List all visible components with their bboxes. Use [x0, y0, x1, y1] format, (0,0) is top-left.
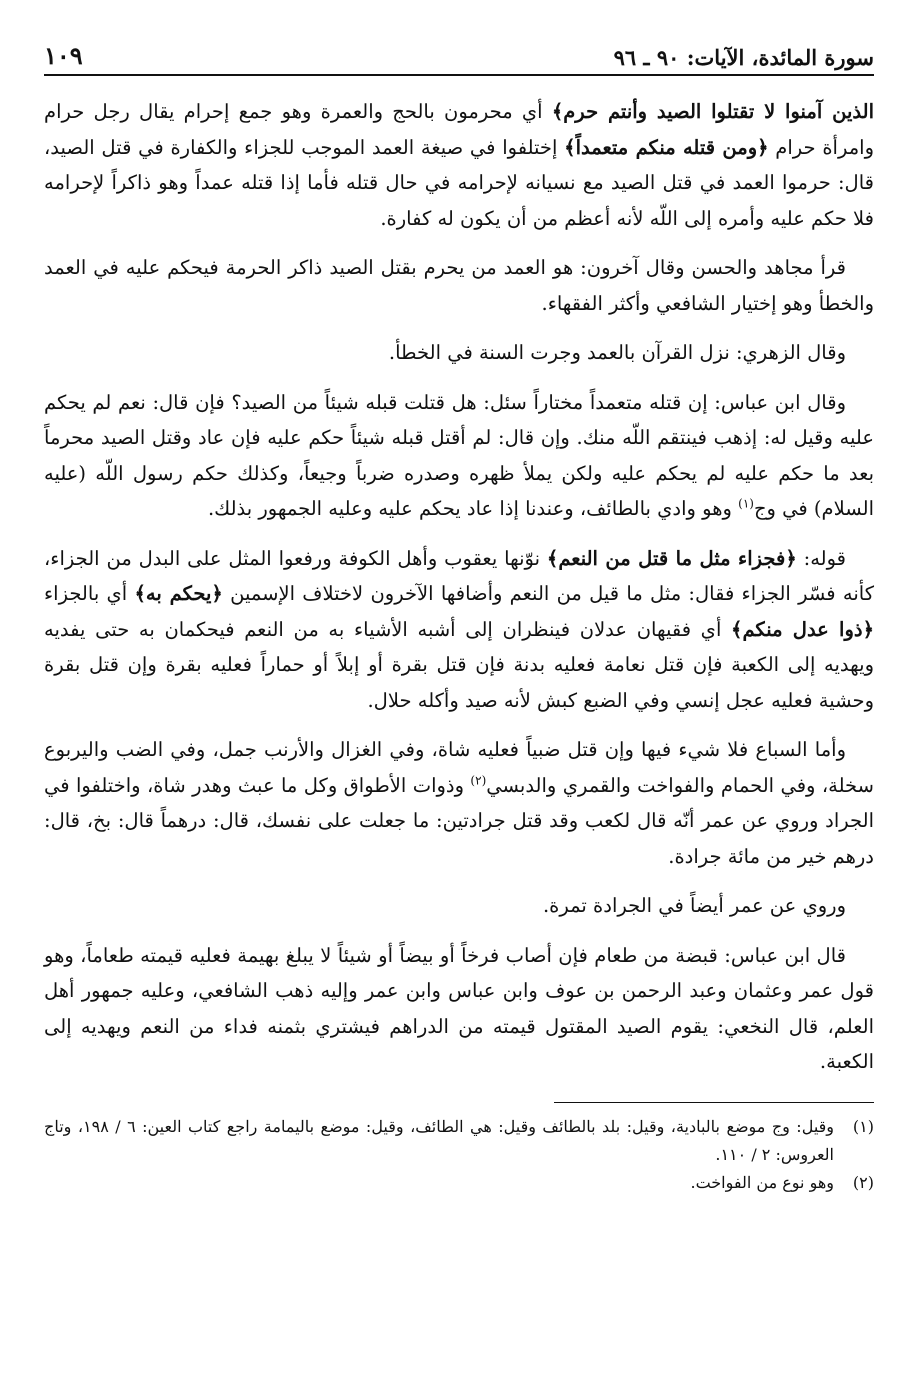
paragraph-text: أي محرمون بالحج والعمرة وهو جمع إحرام يقال رجل حرام وامرأة حرام: [44, 100, 875, 159]
paragraph-text: وهو وادي بالطائف، وعندنا إذا عاد يحكم عليه وعليه الجمهور بذلك.: [207, 497, 739, 520]
paragraph-6: [44, 732, 874, 874]
paragraph-1: [44, 94, 874, 236]
paragraph-text: نوّنها يعقوب وأهل الكوفة ورفعوا المثل على البدل من الجزاء، كأنه فسّر الجزاء فقال: مثل ما قيل من النعم وأضافها الآخرون لاختلاف الإسمين: [44, 546, 874, 605]
paragraph-text: أي فقيهان عدلان فينظران إلى أشبه الأشياء به من النعم فيحكمان به حتى يفديه ويهديه إلى الكعبة فإن قتل نعامة فعليه بدنة فإن قتل بقرة أو إبلاً أو حماراً فعليه بقرة وإن قتل بقرة وحشية فعليه عجل إنسي وفي الضبع كبش لأنه صيد وأكله حلال.: [44, 617, 874, 712]
page-header: [44, 30, 874, 76]
paragraph-text: إختلفوا في صيغة العمد الموجب للجزاء والكفارة في قتل الصيد، قال: حرموا العمد في قتل الصيد مع نسيانه لإحرامه في حال قتله فأما إذا قتله عمداً وهو ذاكراً لإحرامه فلا حكم عليه وأمره إلى اللّه لأنه أعظم من أن يكون له كفارة.: [44, 135, 874, 230]
quran-quote: ﴿يحكم به﴾: [134, 582, 223, 605]
footnote-divider: [554, 1102, 874, 1103]
main-text: [44, 94, 874, 1080]
paragraph-4: [44, 385, 874, 527]
quran-quote: ﴿ومن قتله منكم متعمداً﴾: [564, 135, 769, 159]
footnote-marker: (٢): [470, 773, 487, 787]
book-page: [44, 30, 874, 1197]
footnote-text: وهو نوع من الفواخت.: [690, 1172, 834, 1192]
paragraph-3: وقال الزهري: نزل القرآن بالعمد وجرت السنة في الخطأ.: [388, 341, 846, 364]
paragraph-text: قوله:: [796, 546, 846, 570]
quran-quote: الذين آمنوا لا تقتلوا الصيد وأنتم حرم﴾: [551, 100, 874, 123]
footnote-number: (٢): [852, 1172, 874, 1192]
paragraph-text: وأما السباع فلا شيء فيها وإن قتل ضبياً فعليه شاة، وفي الغزال والأرنب جمل، وفي الضب واليربوع سخلة، وفي الحمام والفواخت والقمري والدبسي: [44, 738, 874, 797]
paragraph-7: وروي عن عمر أيضاً في الجرادة تمرة.: [542, 894, 846, 917]
page-number: ١٠٩: [44, 41, 83, 70]
running-title: سورة المائدة، الآيات: ٩٠ ـ ٩٦: [613, 45, 874, 70]
footnotes: [44, 1113, 874, 1197]
quran-quote: ﴿فجزاء مثل ما قتل من النعم﴾: [546, 546, 797, 570]
footnote-text: وقيل: وج موضع بالبادية، وقيل: بلد بالطائف وقيل: هي الطائف، وقيل: موضع باليمامة راجع كتاب العين: ٦ / ١٩٨، وتاج العروس: ٢ / ١١٠.: [44, 1116, 835, 1164]
paragraph-2: قرأ مجاهد والحسن وقال آخرون: هو العمد من يحرم بقتل الصيد ذاكر الحرمة فيحكم عليه في العمد والخطأ وهو إختيار الشافعي وأكثر الفقهاء.: [44, 256, 874, 315]
paragraph-5: [44, 541, 874, 719]
footnote-2: [44, 1169, 874, 1197]
paragraph-text: وذوات الأطواق وكل ما عبث وهدر شاة، واختلفوا في الجراد وروي عن عمر أنّه قال لكعب وقد قتل جرادتين: ما جعلت على نفسك، قال: درهماً قال: بخ، قال: درهم خير من مائة جرادة.: [44, 773, 874, 868]
footnote-number: (١): [852, 1116, 874, 1136]
paragraph-text: وقال ابن عباس: إن قتله متعمداً مختاراً سئل: هل قتلت قبله شيئاً من الصيد؟ فإن قال: نعم لم يحكم عليه وقيل له: إذهب فينتقم اللّه منك. وإن قال: لم أقتل قبله شيئاً حكم عليه فإن عاد وقتل الصيد محرماً بعد ما حكم عليه لم يحكم عليه ولكن يملأ ظهره وصدره ضرباً وجيعاً، وكذلك حكم رسول اللّه (عليه السلام) في وج: [44, 390, 874, 520]
paragraph-text: أي بالجزاء: [44, 582, 135, 605]
quran-quote: ﴿ذوا عدل منكم﴾: [731, 617, 875, 641]
footnote-1: [44, 1113, 874, 1169]
footnote-marker: (١): [738, 496, 754, 511]
paragraph-8: قال ابن عباس: قبضة من طعام فإن أصاب فرخاً أو بيضاً أو شيئاً لا يبلغ بهيمة فعليه قيمته طعاماً، وهو قول عمر وعثمان وعبد الرحمن بن عوف وابن عباس وابن عمر وإليه ذهب الشافعي، وعليه جمهور أهل العلم، قال النخعي: يقوم الصيد المقتول قيمته من الدراهم فيشتري بثمنه فداء من النعم ويهديه إلى الكعبة.: [44, 943, 874, 1073]
